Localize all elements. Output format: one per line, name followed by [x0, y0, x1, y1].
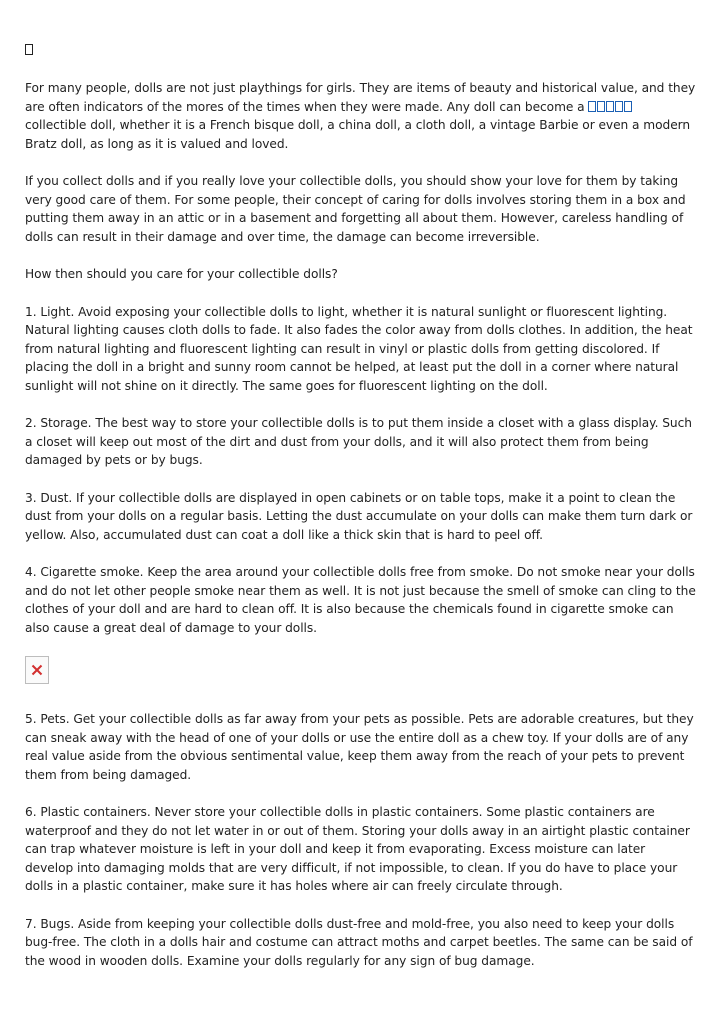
paragraph-plastic: 6. Plastic containers. Never store your collectible dolls in plastic containers. Some plastic containers are waterproof and they do not let water in or out of them. Storing your dolls away in an airtight plastic container can trap whatever moisture is left in your doll and keep it from evaporating. Excess moisture can later develop into damaging molds that are very difficult, if not impossible, to clean. If you do have to place your dolls in a plastic container, make sure it has holes where air can freely circulate through.: [25, 805, 690, 893]
paragraph-dust: 3. Dust. If your collectible dolls are displayed in open cabinets or on table tops, make it a point to clean the dust from your dolls on a regular basis. Letting the dust accumulate on your dolls can make them turn dark or yellow. Also, accumulated dust can coat a doll like a thick skin that is hard to peel off.: [25, 490, 693, 542]
paragraph-bugs: 7. Bugs. Aside from keeping your collectible dolls dust-free and mold-free, you also need to keep your dolls bug-free. The cloth in a dolls hair and costume can attract moths and carpet beetles. The same can be said of the wood in wooden dolls. Examine your dolls regularly for any sign of bug damage.: [25, 916, 693, 968]
paragraph-intro-text-after: collectible doll, whether it is a French bisque doll, a china doll, a cloth doll, a vintage Barbie or even a modern Bratz doll, as long as it is valued and loved.: [25, 118, 691, 151]
paragraph-light: 1. Light. Avoid exposing your collectible dolls to light, whether it is natural sunlight or fluorescent lighting. Natural lighting causes cloth dolls to fade. It also fades the color away from dolls clothes. In addition, the heat from natural lighting and fluorescent lighting can result in vinyl or plastic dolls from getting discolored. If placing the doll in a bright and sunny room cannot be helped, at least put the doll in a corner where natural sunlight will not shine on it directly. The same goes for fluorescent lighting on the doll.: [25, 304, 693, 393]
paragraph-pets: 5. Pets. Get your collectible dolls as far away from your pets as possible. Pets are adorable creatures, but they can sneak away with the head of one of your dolls or use the entire doll as a chew toy. If your dolls are of any real value aside from the obvious sentimental value, keep them away from the reach of your pets to prevent them from being damaged.: [25, 712, 694, 782]
missing-glyph-icon: [25, 44, 33, 55]
broken-image-icon: [25, 656, 49, 684]
inline-link[interactable]: [588, 100, 632, 114]
paragraph-storage: 2. Storage. The best way to store your collectible dolls is to put them inside a closet with a glass display. Such a closet will keep out most of the dirt and dust from your dolls, and it will also protect them from being damaged by pets or by bugs.: [25, 416, 692, 467]
paragraph-care: If you collect dolls and if you really love your collectible dolls, you should show your love for them by taking very good care of them. For some people, their concept of caring for dolls involves storing them in a box and putting them away in an attic or in a basement and forgetting all about them. However, careless handling of dolls can result in their damage and over time, the damage can become irreversible.: [25, 174, 686, 244]
paragraph-intro-text-before: For many people, dolls are not just playthings for girls. They are items of beauty and historical value, and they are often indicators of the mores of the times when they were made. Any doll can become a: [25, 81, 696, 114]
document-page: [25, 40, 697, 989]
paragraph-question: How then should you care for your collectible dolls?: [25, 267, 338, 281]
paragraph-smoke: 4. Cigarette smoke. Keep the area around your collectible dolls free from smoke. Do not smoke near your dolls and do not let other people smoke near them as well. It is not just because the smell of smoke can cling to the clothes of your doll and are hard to clean off. It is also because the chemicals found in cigarette smoke can also cause a great deal of damage to your dolls.: [25, 565, 696, 635]
missing-glyph-row: [25, 40, 697, 54]
missing-glyph-boxes-icon: [588, 101, 632, 112]
close-x-icon: [31, 664, 43, 676]
paragraph-intro: [25, 79, 697, 153]
